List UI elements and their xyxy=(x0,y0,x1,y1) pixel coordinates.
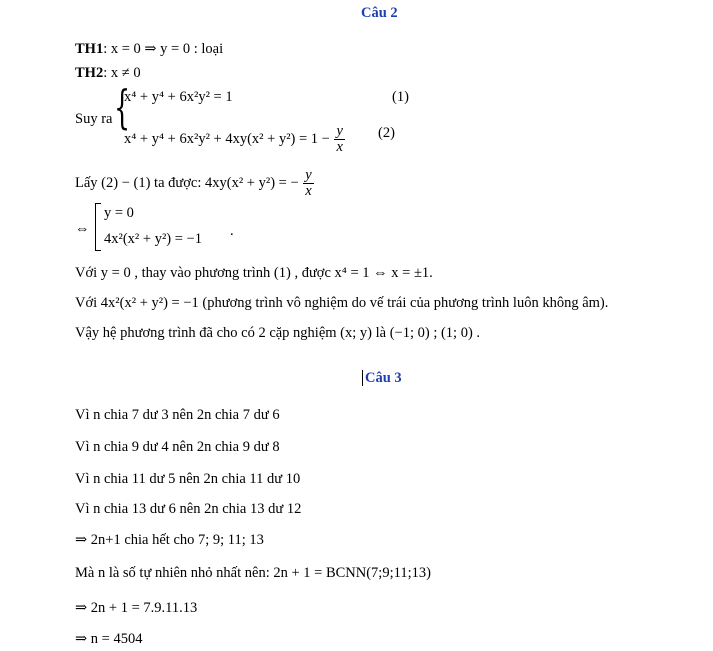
suy-ra-label: Suy ra xyxy=(75,111,113,127)
cau3-line: Vì n chia 11 dư 5 nên 2n chia 11 dư 10 xyxy=(75,471,301,487)
cau3-line: ⇒ 2n + 1 = 7.9.11.13 xyxy=(75,600,198,616)
system-eq1-tag: (1) xyxy=(392,89,409,105)
th2-label: TH2 xyxy=(75,65,104,81)
cau3-line: Vì n chia 9 dư 4 nên 2n chia 9 dư 8 xyxy=(75,439,280,455)
system-eq2-left: x⁴ + y⁴ + 6x²y² + 4xy(x² + y²) = 1 − xyxy=(124,130,330,147)
cau3-line: Vì n chia 13 dư 6 nên 2n chia 13 dư 12 xyxy=(75,501,302,517)
case-bracket xyxy=(95,203,101,251)
system-eq2-tag: (2) xyxy=(378,125,395,141)
cau3-line: ⇒ n = 4504 xyxy=(75,631,143,647)
cau3-heading: Câu 3 xyxy=(365,370,402,386)
cau3-line: ⇒ 2n+1 chia hết cho 7; 9; 11; 13 xyxy=(75,532,264,548)
system-eq1: x⁴ + y⁴ + 6x²y² = 1 xyxy=(124,89,233,105)
case-dot: . xyxy=(230,223,234,239)
cau2-heading: Câu 2 xyxy=(361,5,398,21)
subtract-fraction xyxy=(303,168,313,199)
equiv-symbol: ⇔ xyxy=(75,221,90,237)
text-cursor xyxy=(362,370,363,386)
th2-text: : x ≠ 0 xyxy=(103,65,141,81)
th1-line xyxy=(75,40,223,58)
fraction-denominator: x xyxy=(305,183,312,199)
th1-label: TH1 xyxy=(75,41,104,57)
voi-line-1: Với y = 0 , thay vào phương trình (1) , được x⁴ = 1 ⇔ x = ±1. xyxy=(75,265,433,281)
voi-line-2: Với 4x²(x² + y²) = −1 (phương trình vô nghiệm do vế trái của phương trình luôn không âm). xyxy=(75,295,609,311)
case-b: 4x²(x² + y²) = −1 xyxy=(104,231,202,247)
case-a: y = 0 xyxy=(104,205,134,221)
subtract-line xyxy=(75,168,315,199)
fraction-numerator: y xyxy=(305,167,312,183)
system-eq2-fraction xyxy=(334,124,344,155)
fraction-denominator: x xyxy=(336,139,343,155)
th2-line xyxy=(75,64,141,82)
subtract-text: Lấy (2) − (1) ta được: 4xy(x² + y²) = − xyxy=(75,174,299,191)
fraction-numerator: y xyxy=(336,123,343,139)
system-brace: { xyxy=(114,80,131,134)
conclusion-line: Vậy hệ phương trình đã cho có 2 cặp nghiệm (x; y) là (−1; 0) ; (1; 0) . xyxy=(75,325,481,341)
system-eq2 xyxy=(124,124,346,155)
cau3-line: Mà n là số tự nhiên nhỏ nhất nên: 2n + 1 = BCNN(7;9;11;13) xyxy=(75,565,431,581)
th1-text: : x = 0 ⇒ y = 0 : loại xyxy=(103,41,224,57)
cau3-line: Vì n chia 7 dư 3 nên 2n chia 7 dư 6 xyxy=(75,407,280,423)
